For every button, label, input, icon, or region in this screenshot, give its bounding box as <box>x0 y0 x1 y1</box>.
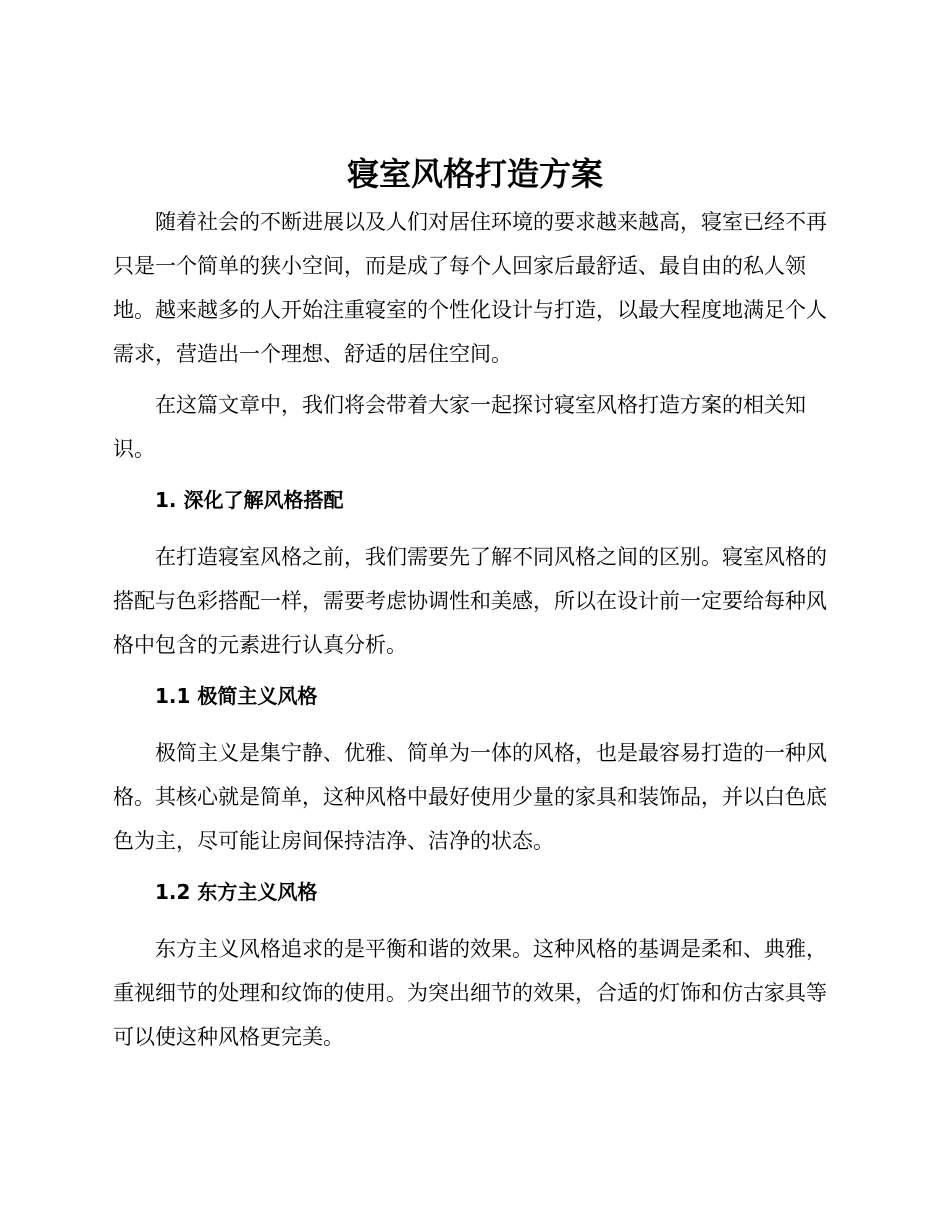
section-heading-1-1: 1.1 极简主义风格 <box>155 684 318 708</box>
intro-paragraph: 随着社会的不断进展以及人们对居住环境的要求越来越高，寝室已经不再只是一个简单的狭小空间，而是成了每个人回家后最舒适、最自由的私人领地。越来越多的人开始注重寝室的个性化设计与打造，以最大程度地满足个人需求，营造出一个理想、舒适的居住空间。 <box>113 210 827 366</box>
section-heading-1-2: 1.2 东方主义风格 <box>155 880 318 904</box>
purpose-paragraph: 在这篇文章中，我们将会带着大家一起探讨寝室风格打造方案的相关知识。 <box>113 393 806 461</box>
section-heading-1: 1. 深化了解风格搭配 <box>155 488 344 512</box>
document-body <box>113 200 835 1066</box>
document-title: 寝室风格打造方案 <box>346 155 603 193</box>
section-1-2-paragraph: 东方主义风格追求的是平衡和谐的效果。这种风格的基调是柔和、典雅，重视细节的处理和纹饰的使用。为突出细节的效果，合适的灯饰和仿古家具等可以使这种风格更完美。 <box>113 937 827 1049</box>
section-1-1-paragraph: 极简主义是集宁静、优雅、简单为一体的风格，也是最容易打造的一种风格。其核心就是简单，这种风格中最好使用少量的家具和装饰品，并以白色底色为主，尽可能让房间保持洁净、洁净的状态。 <box>113 741 827 853</box>
section-1-paragraph: 在打造寝室风格之前，我们需要先了解不同风格之间的区别。寝室风格的搭配与色彩搭配一样，需要考虑协调性和美感，所以在设计前一定要给每种风格中包含的元素进行认真分析。 <box>113 545 827 657</box>
